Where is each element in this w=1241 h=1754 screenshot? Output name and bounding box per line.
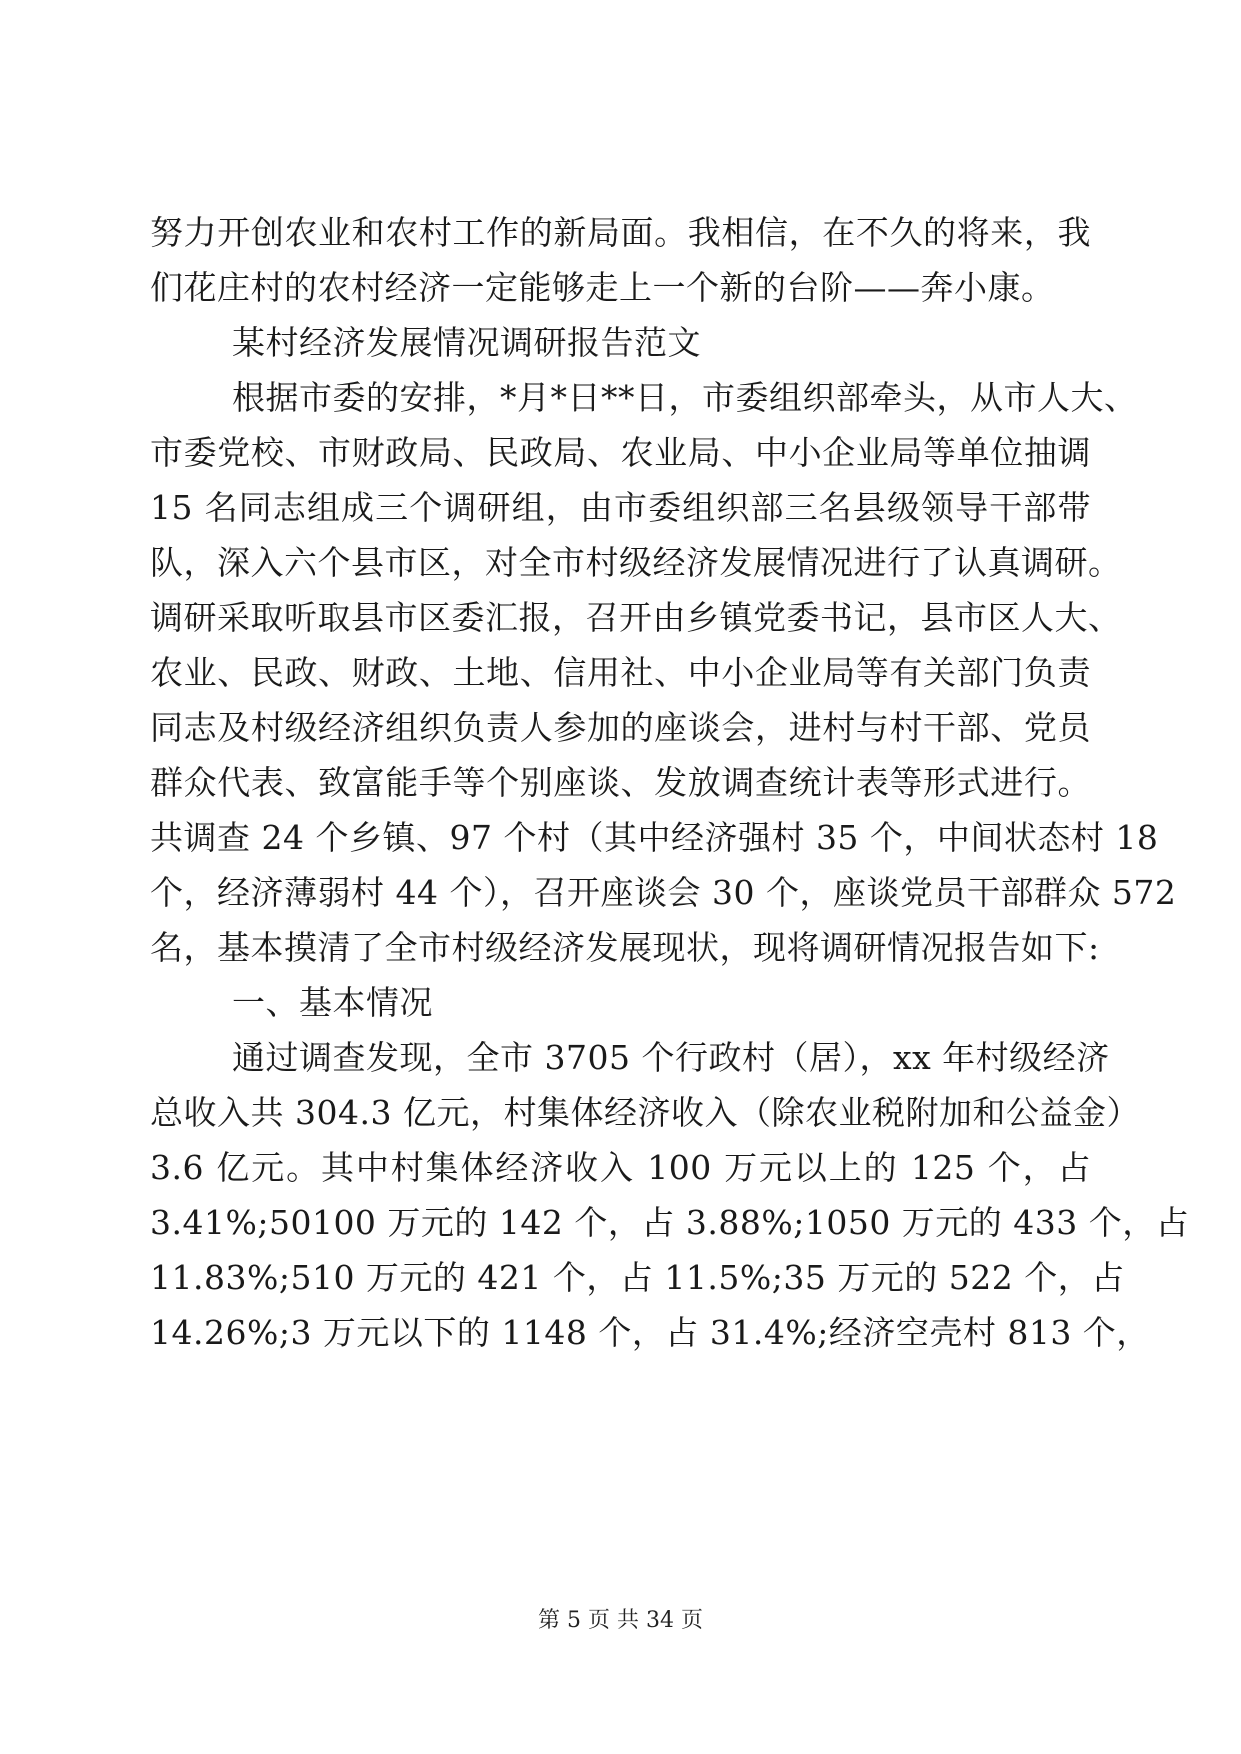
paragraph-line: 名，基本摸清了全市村级经济发展现状，现将调研情况报告如下: <box>150 928 1100 967</box>
paragraph-line: 3.6 亿元。其中村集体经济收入 100 万元以上的 125 个，占 <box>150 1148 1091 1187</box>
paragraph-line: 队，深入六个县市区，对全市村级经济发展情况进行了认真调研。 <box>150 543 1122 582</box>
paragraph-line: 群众代表、致富能手等个别座谈、发放调查统计表等形式进行。 <box>150 763 1091 802</box>
paragraph-line: 同志及村级经济组织负责人参加的座谈会，进村与村干部、党员 <box>150 708 1091 747</box>
paragraph-line: 共调查 24 个乡镇、97 个村（其中经济强村 35 个，中间状态村 18 <box>150 818 1159 857</box>
paragraph-line: 15 名同志组成三个调研组，由市委组织部三名县级领导干部带 <box>150 488 1091 527</box>
paragraph-line: 调研采取听取县市区委汇报，召开由乡镇党委书记，县市区人大、 <box>150 598 1122 637</box>
paragraph-line: 11.83%;510 万元的 421 个，占 11.5%;35 万元的 522 个，占 <box>150 1258 1125 1297</box>
section-heading: 一、基本情况 <box>232 983 433 1022</box>
paragraph-line: 农业、民政、财政、土地、信用社、中小企业局等有关部门负责 <box>150 653 1091 692</box>
paragraph-line: 3.41%;50100 万元的 142 个，占 3.88%;1050 万元的 433 个，占 <box>150 1203 1190 1242</box>
paragraph-line: 个，经济薄弱村 44 个），召开座谈会 30 个，座谈党员干部群众 572 <box>150 873 1177 912</box>
page-number-footer: 第 5 页 共 34 页 <box>538 1608 703 1633</box>
paragraph-line: 们花庄村的农村经济一定能够走上一个新的台阶——奔小康。 <box>150 268 1055 307</box>
paragraph-line: 总收入共 304.3 亿元，村集体经济收入（除农业税附加和公益金） <box>150 1093 1140 1132</box>
section-title: 某村经济发展情况调研报告范文 <box>232 323 701 362</box>
paragraph-line: 14.26%;3 万元以下的 1148 个，占 31.4%;经济空壳村 813 个， <box>150 1313 1150 1352</box>
paragraph-line: 通过调查发现，全市 3705 个行政村（居），xx 年村级经济 <box>232 1038 1110 1077</box>
paragraph-line: 根据市委的安排，*月*日**日，市委组织部牵头，从市人大、 <box>232 378 1138 417</box>
paragraph-line: 市委党校、市财政局、民政局、农业局、中小企业局等单位抽调 <box>150 433 1091 472</box>
paragraph-line: 努力开创农业和农村工作的新局面。我相信，在不久的将来，我 <box>150 213 1091 252</box>
